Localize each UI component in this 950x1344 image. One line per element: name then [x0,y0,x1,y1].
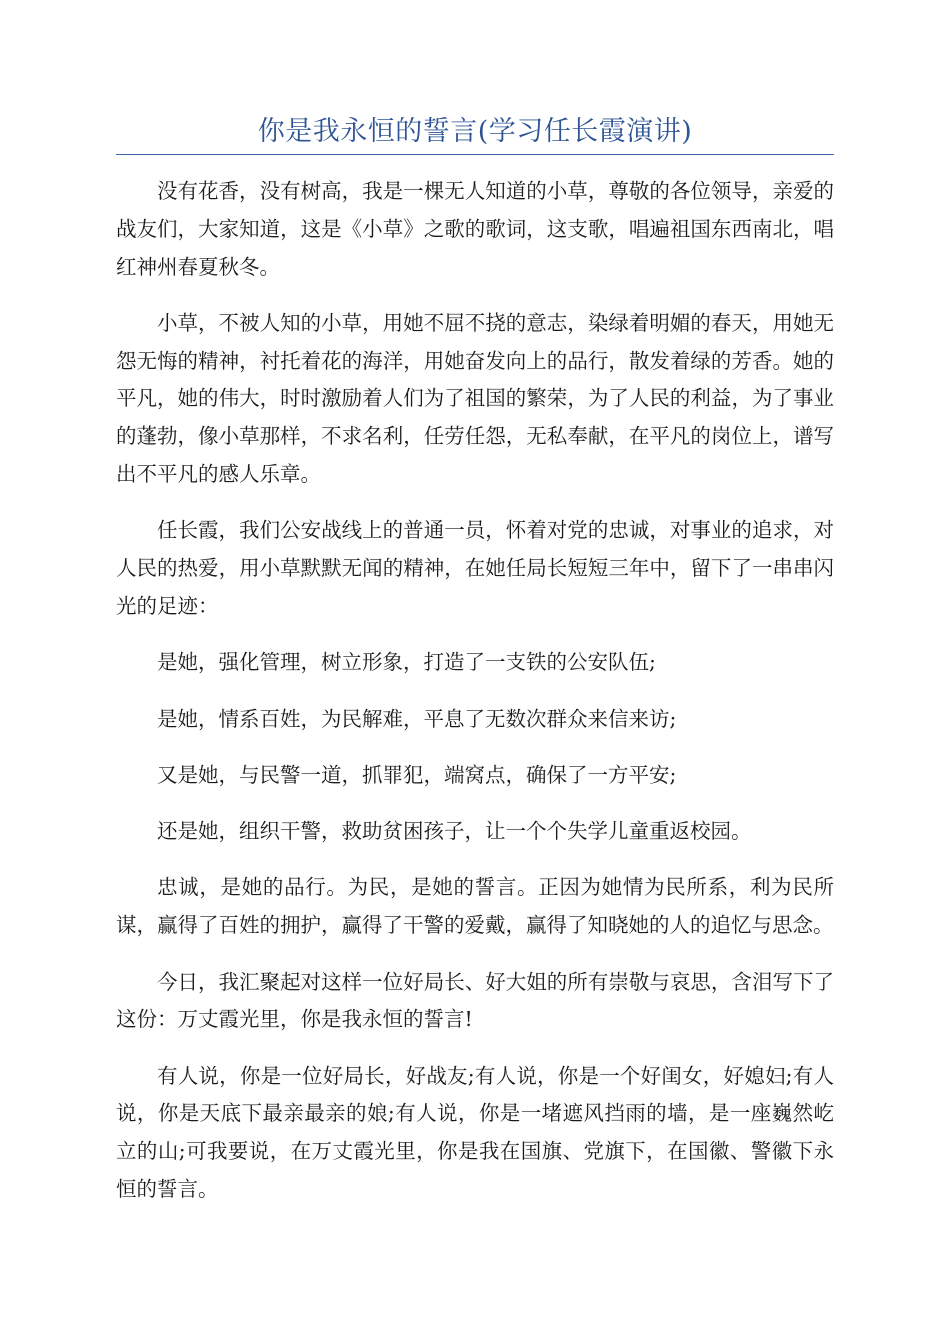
paragraph-7: 还是她，组织干警，救助贫困孩子，让一个个失学儿童重返校园。 [157,819,752,844]
paragraph-8: 忠诚，是她的品行。为民，是她的誓言。正因为她情为民所系，利为民所谋，赢得了百姓的拥护，赢得了干警的爱戴，赢得了知晓她的人的追忆与思念。 [116,875,834,938]
paragraph-6: 又是她，与民警一道，抓罪犯，端窝点，确保了一方平安; [157,762,677,787]
paragraph-9: 今日，我汇聚起对这样一位好局长、好大姐的所有崇敬与哀思，含泪写下了这份：万丈霞光里，你是我永恒的誓言! [116,969,834,1032]
paragraph-2: 小草，不被人知的小草，用她不屈不挠的意志，染绿着明媚的春天，用她无怨无悔的精神，衬托着花的海洋，用她奋发向上的品行，散发着绿的芳香。她的平凡，她的伟大，时时激励着人们为了祖国的繁荣，为了人民的利益，为了事业的蓬勃，像小草那样，不求名利，任劳任怨，无私奉献，在平凡的岗位上，谱写出不平凡的感人乐章。 [116,310,834,487]
title-underline [116,154,834,155]
document-body [116,173,834,1227]
paragraph-3: 任长霞，我们公安战线上的普通一员，怀着对党的忠诚，对事业的追求，对人民的热爱，用小草默默无闻的精神，在她任局长短短三年中，留下了一串串闪光的足迹： [116,518,834,618]
paragraph-1: 没有花香，没有树高，我是一棵无人知道的小草，尊敬的各位领导，亲爱的战友们，大家知道，这是《小草》之歌的歌词，这支歌，唱遍祖国东西南北，唱红神州春夏秋冬。 [116,179,834,279]
paragraph-4: 是她，强化管理，树立形象，打造了一支铁的公安队伍; [157,650,656,675]
paragraph-10: 有人说，你是一位好局长，好战友;有人说，你是一个好闺女，好媳妇;有人说，你是天底下最亲最亲的娘;有人说，你是一堵遮风挡雨的墙，是一座巍然屹立的山;可我要说，在万丈霞光里，你是我在国旗、党旗下，在国徽、警徽下永恒的誓言。 [116,1063,834,1202]
document-title: 你是我永恒的誓言(学习任长霞演讲) [257,116,693,147]
paragraph-5: 是她，情系百姓，为民解难，平息了无数次群众来信来访; [157,706,677,731]
